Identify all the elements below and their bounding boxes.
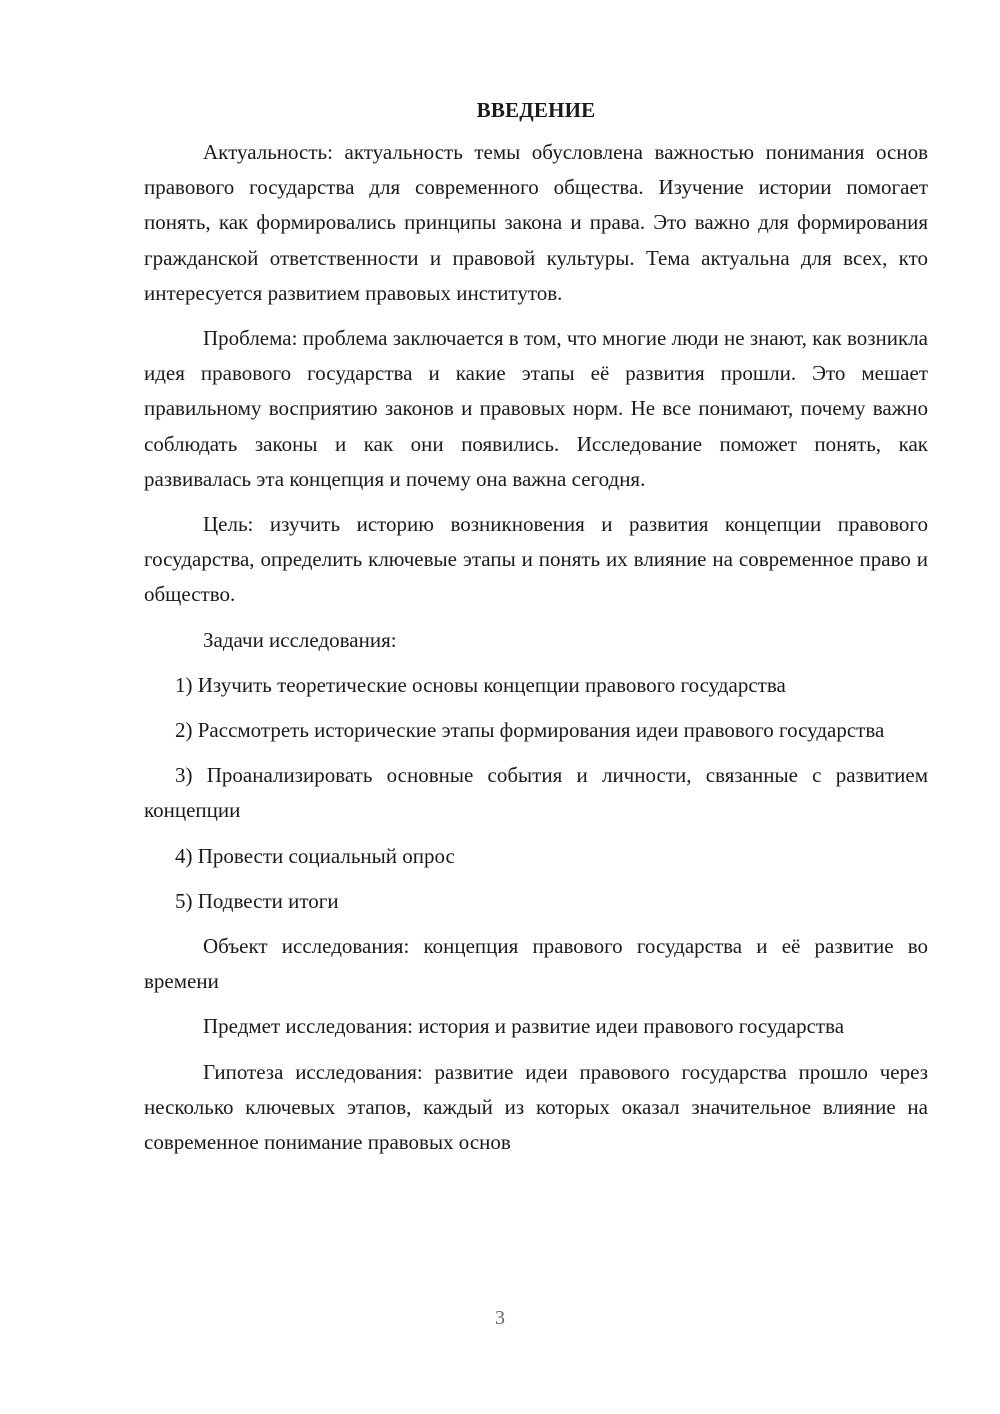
object-paragraph: Объект исследования: концепция правового государства и её развитие во времени [144, 934, 928, 994]
page-number: 3 [495, 1307, 505, 1329]
task-item: 1) Изучить теоретические основы концепции правового государства [175, 672, 786, 697]
section-title: ВВЕДЕНИЕ [476, 98, 596, 122]
task-item: 4) Провести социальный опрос [175, 843, 455, 868]
tasks-heading: Задачи исследования: [203, 627, 397, 652]
task-item: 3) Проанализировать основные события и личности, связанные с развитием концепции [144, 763, 928, 823]
hypothesis-paragraph: Гипотеза исследования: развитие идеи правового государства прошло через несколько ключевых этапов, каждый из которых оказал значительное влияние на современное понимание правовых основ [144, 1059, 928, 1155]
goal-paragraph: Цель: изучить историю возникновения и развития концепции правового государства, определить ключевые этапы и понять их влияние на современное право и общество. [144, 512, 928, 607]
task-item: 2) Рассмотреть исторические этапы формирования идеи правового государства [175, 718, 885, 743]
problem-paragraph: Проблема: проблема заключается в том, что многие люди не знают, как возникла идея правового государства и какие этапы её развития прошли. Это мешает правильному восприятию законов и правовых норм. Не все понимают, почему важно соблюдать законы и как они появились. Исследование поможет понять, как развивалась эта концепция и почему она важна сегодня. [144, 326, 928, 491]
document-page [144, 95, 928, 1170]
task-item: 5) Подвести итоги [175, 888, 339, 913]
relevance-paragraph: Актуальность: актуальность темы обусловлена важностью понимания основ правового государства для современного общества. Изучение истории помогает понять, как формировались принципы закона и права. Это важно для формирования гражданской ответственности и правовой культуры. Тема актуальна для всех, кто интересуется развитием правовых институтов. [144, 140, 928, 305]
subject-paragraph: Предмет исследования: история и развитие идеи правового государства [203, 1014, 845, 1039]
